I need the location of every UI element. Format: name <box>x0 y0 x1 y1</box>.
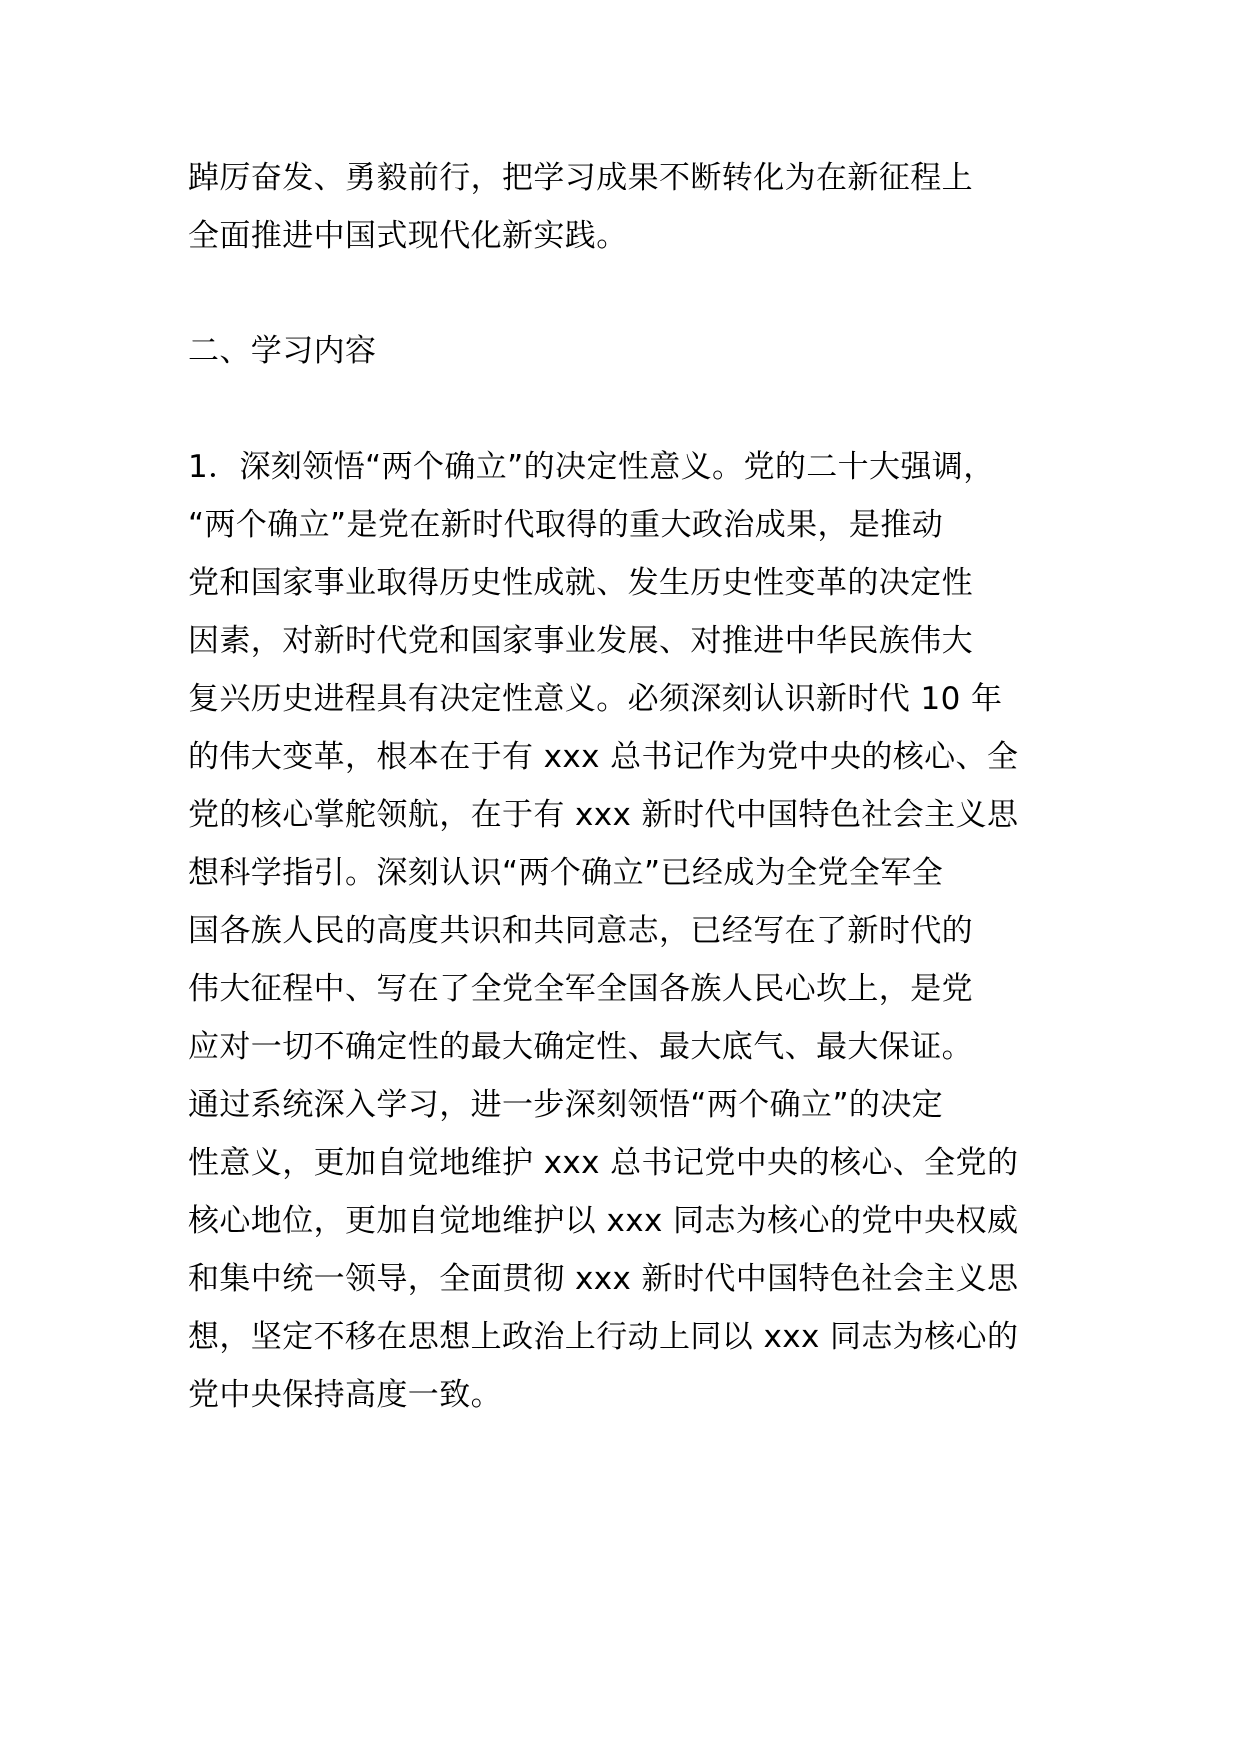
paragraph-line: 的伟大变革，根本在于有 xxx 总书记作为党中央的核心、全 <box>188 739 1019 775</box>
paragraph-line: 党中央保持高度一致。 <box>188 1377 502 1413</box>
paragraph-line: 踔厉奋发、勇毅前行，把学习成果不断转化为在新征程上 <box>188 160 973 196</box>
paragraph-line: 复兴历史进程具有决定性意义。必须深刻认识新时代 10 年 <box>188 681 1003 717</box>
paragraph-line: “两个确立”是党在新时代取得的重大政治成果，是推动 <box>188 507 944 543</box>
paragraph-line: 核心地位，更加自觉地维护以 xxx 同志为核心的党中央权威 <box>188 1203 1019 1239</box>
paragraph-line: 想科学指引。深刻认识“两个确立”已经成为全党全军全 <box>188 855 944 891</box>
paragraph-line: 全面推进中国式现代化新实践。 <box>188 218 628 254</box>
paragraph-line: 通过系统深入学习，进一步深刻领悟“两个确立”的决定 <box>188 1087 944 1123</box>
paragraph-line: 应对一切不确定性的最大确定性、最大底气、最大保证。 <box>188 1029 973 1065</box>
paragraph-line: 因素，对新时代党和国家事业发展、对推进中华民族伟大 <box>188 623 973 659</box>
paragraph-line: 党的核心掌舵领航，在于有 xxx 新时代中国特色社会主义思 <box>188 797 1019 833</box>
paragraph-line: 性意义，更加自觉地维护 xxx 总书记党中央的核心、全党的 <box>188 1145 1019 1181</box>
paragraph-line: 伟大征程中、写在了全党全军全国各族人民心坎上，是党 <box>188 971 973 1007</box>
paragraph-line: 国各族人民的高度共识和共同意志，已经写在了新时代的 <box>188 913 973 949</box>
paragraph-line: 党和国家事业取得历史性成就、发生历史性变革的决定性 <box>188 565 973 601</box>
section-heading: 二、学习内容 <box>188 333 377 369</box>
paragraph-line: 和集中统一领导，全面贯彻 xxx 新时代中国特色社会主义思 <box>188 1261 1019 1297</box>
paragraph-line: 想，坚定不移在思想上政治上行动上同以 xxx 同志为核心的 <box>188 1319 1019 1355</box>
paragraph-line: 1．深刻领悟“两个确立”的决定性意义。党的二十大强调， <box>188 449 995 485</box>
